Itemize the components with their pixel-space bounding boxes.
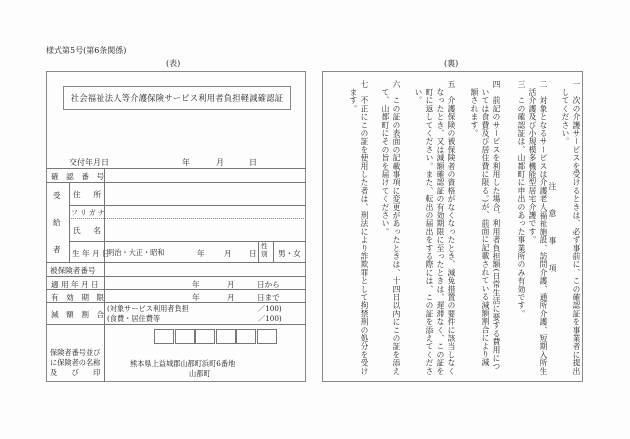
card-title: 社会福祉法人等介護保険サービス利用者負担軽減確認証 [63,86,291,110]
apply-date-year: 年 [192,280,200,289]
col-divider [258,241,259,262]
notes-heading: 注 意 事 項 [548,182,557,278]
note-line: 二 対象となるサービスは介護老人福祉施設、訪問介護、通所介護、短期入所生 [539,80,548,376]
col-divider [273,241,274,262]
reduction-line1-value: ／100) [258,304,282,313]
reduction-line2: (食費・居住費等 [107,314,161,323]
insurer-label [50,348,100,378]
insurer-name: 山都町 [189,369,211,378]
issue-date-day: 日 [249,158,257,167]
insurer-code-box [216,329,236,344]
insurer-code-box [175,329,195,344]
recipient-label-2: 給 [53,218,61,227]
note-line: て、山都町にその旨を届けてください。 [381,80,390,236]
birthdate-day: 日 [249,249,257,258]
note-line: い。 [414,80,423,105]
note-line: 活介護及び小規模多機能型居宅介護です。 [528,80,537,244]
reduction-line2-value: ／100) [258,314,282,323]
insurer-code-box [154,329,174,344]
insurer-label-1: 保険者番号並び [50,348,101,357]
expiry-label: 有 効 期 限 [51,293,105,302]
insurer-label-3: 及 び 印 [50,368,101,377]
recipient-label-3: 者 [53,245,61,254]
note-line: 六 この証の表面の記載事項に変更があったときは、十四日以内にこの証を添え [392,80,401,376]
col-divider [69,182,70,262]
address-label-2: 所 [93,190,101,199]
back-side-label: (裏) [444,59,459,68]
note-line: 五 介護保険の被保険者の資格がなくなったとき、減免措置の要件に該当しなく [447,80,456,376]
row-divider [47,168,306,169]
address-label [73,189,101,200]
expiry-year: 年 [192,293,200,302]
insurer-code-box [236,329,256,344]
note-line: してください。 [561,80,570,146]
apply-date-label: 適 用 年 月 日 [51,280,99,289]
note-line: 町に返してください。また、転出の届出をする際には、この証を添えてくださ [425,80,434,376]
front-side-label: (表) [166,59,181,68]
name-label-2: 名 [93,226,101,235]
birthdate-month: 月 [224,249,232,258]
sex-label [261,242,268,258]
col-divider [104,168,105,382]
row-divider [47,276,306,277]
form-id: 様式第5号(第6条関係) [46,46,127,55]
note-line: ます。 [349,80,358,113]
reduction-line1: (対象サービス利用者負担 [107,304,189,313]
insurer-address: 熊本県上益城郡山都町浜町6番地 [130,359,236,368]
sex-label-1: 性 [261,242,268,250]
row-divider [47,262,306,263]
recipient-label-1: 受 [53,191,61,200]
note-line: なったとき、又は減額確認証の有効期限に至ったときは、遅滞なく、この証を [436,80,445,376]
birthdate-eras: 明治・大正・昭和 [107,248,165,257]
apply-date-day: 日から [257,280,280,289]
note-line: いては食費及び居住費に限る。)が、前面に記載されている減額割合により減 [481,80,490,367]
note-line: 一 次の介護サービスを受けるときは、必ず事前に、この確認証を事業者に提出 [572,80,581,376]
insurer-code-box [195,329,215,344]
name-label-1: 氏 [73,226,81,235]
insurer-label-2: に保険者の名称 [50,358,101,367]
expiry-month: 月 [227,293,235,302]
note-line: 三 この確認証は、山都町に申出のあった事業所のみ有効です。 [517,80,526,318]
note-line: 額されます。 [470,80,479,138]
note-line: 四 前記のサービスを利用した場合、利用者負担額(日常生活に要する費用につ [492,80,501,371]
sex-options: 男・女 [278,249,301,258]
issue-date-month: 月 [216,158,224,167]
address-label-1: 住 [73,190,81,199]
insured-no-label: 被保険者番号 [50,266,96,275]
note-line: 七 不正にこの証を使用した者は、刑法により詐欺罪として拘禁刑の処分を受け [360,80,369,376]
confirm-no-label: 確 認 番 号 [51,172,105,181]
back-card [322,71,583,382]
front-card [46,71,306,382]
insurer-code-box [257,329,277,344]
birthdate-label: 生 年 月 日 [72,249,110,258]
sex-label-2: 別 [261,250,268,258]
expiry-day: 日まで [257,293,280,302]
row-divider [47,182,306,183]
furigana-label: フ リ ガ ナ [71,209,105,217]
issue-date-year: 年 [182,158,190,167]
birthdate-year: 年 [197,249,205,258]
issue-date-label: 交付年月日 [69,158,109,167]
name-label [73,225,101,236]
row-divider [47,324,306,325]
reduction-label: 減 額 割 合 [51,310,105,319]
apply-date-month: 月 [227,280,235,289]
